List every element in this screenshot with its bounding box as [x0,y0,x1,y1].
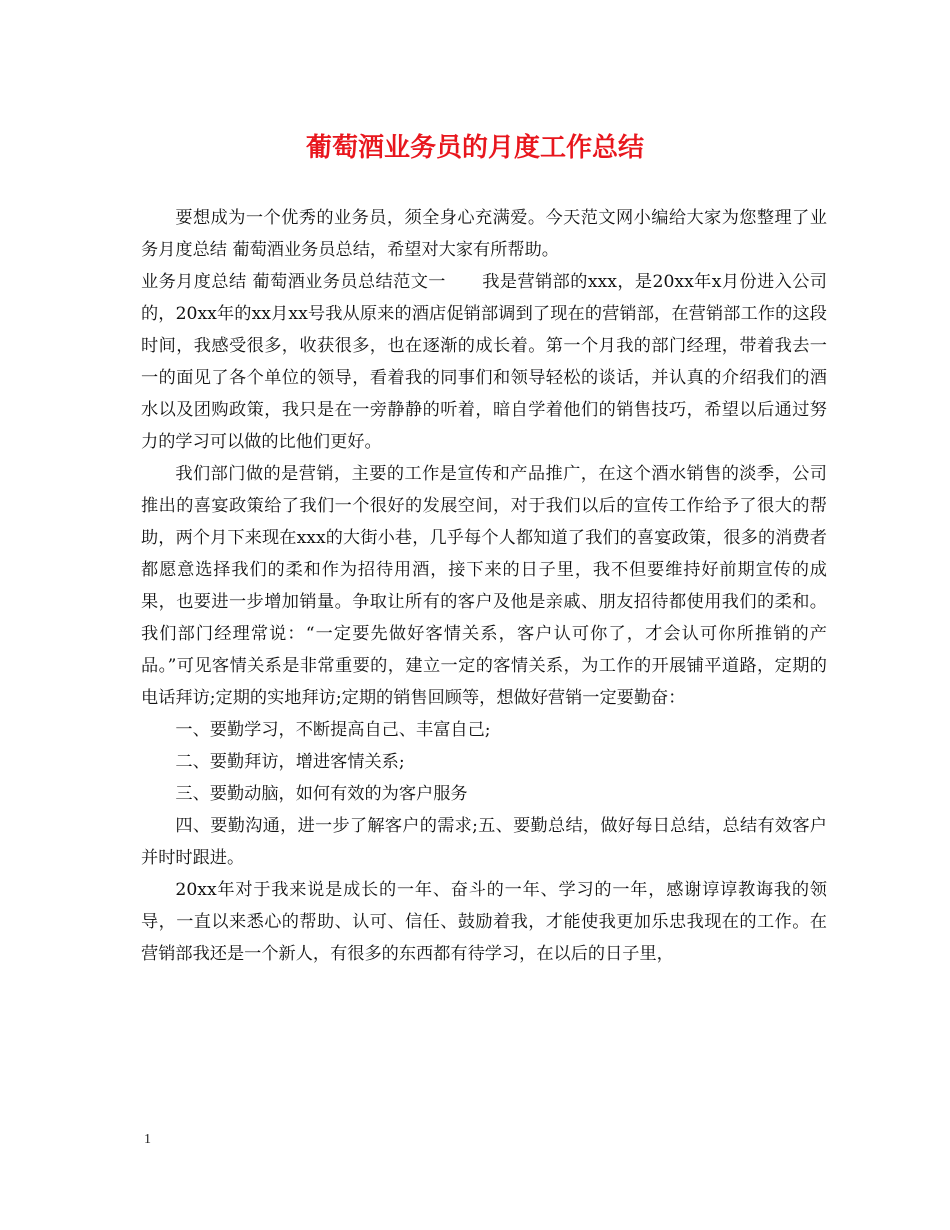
list-item-communicate: 四、要勤沟通，进一步了解客户的需求;五、要勤总结，做好每日总结，总结有效客户并时时跟进。 [141,816,827,868]
list-item-study: 一、要勤学习，不断提高自己、丰富自己; [175,720,491,740]
paragraph-intro: 要想成为一个优秀的业务员，须全身心充满爱。今天范文网小编给大家为您整理了业务月度总结 葡萄酒业务员总结，希望对大家有所帮助。 [141,208,827,260]
paragraph-section-one [141,266,827,458]
paragraph-year-review: 20xx年对于我来说是成长的一年、奋斗的一年、学习的一年，感谢谆谆教诲我的领导，一直以来悉心的帮助、认可、信任、鼓励着我，才能使我更加乐忠我现在的工作。在营销部我还是一个新人，有很多的东西都有待学习，在以后的日子里， [141,880,827,964]
document-body [141,202,827,970]
list-item-think: 三、要勤动脑，如何有效的为客户服务 [175,784,468,804]
paragraph-marketing-work: 我们部门做的是营销，主要的工作是宣传和产品推广，在这个酒水销售的淡季，公司推出的喜宴政策给了我们一个很好的发展空间，对于我们以后的宣传工作给予了很大的帮助，两个月下来现在xxx的大街小巷，几乎每个人都知道了我们的喜宴政策，很多的消费者都愿意选择我们的柔和作为招待用酒，接下来的日子里，我不但要维持好前期宣传的成果，也要进一步增加销量。争取让所有的客户及他是亲戚、朋友招待都使用我们的柔和。我们部门经理常说：“一定要先做好客情关系，客户认可你了，才会认可你所推销的产品。”可见客情关系是非常重要的，建立一定的客情关系，为工作的开展铺平道路，定期的电话拜访;定期的实地拜访;定期的销售回顾等，想做好营销一定要勤奋： [141,464,827,708]
page-number: 1 [144,1132,151,1147]
document-title: 葡萄酒业务员的月度工作总结 [305,133,644,163]
paragraph-self-introduction: 我是营销部的xxx，是20xx年x月份进入公司的，20xx年的xx月xx号我从原来的酒店促销部调到了现在的营销部，在营销部工作的这段时间，我感受很多，收获很多，也在逐渐的成长着。第一个月我的部门经理，带着我去一一的面见了各个单位的领导，看着我的同事们和领导轻松的谈话，并认真的介绍我们的酒水以及团购政策，我只是在一旁静静的听着，暗自学着他们的销售技巧，希望以后通过努力的学习可以做的比他们更好。 [141,272,827,452]
section-heading: 业务月度总结 葡萄酒业务员总结范文一 [141,272,446,292]
list-item-visit: 二、要勤拜访，增进客情关系; [175,752,405,772]
